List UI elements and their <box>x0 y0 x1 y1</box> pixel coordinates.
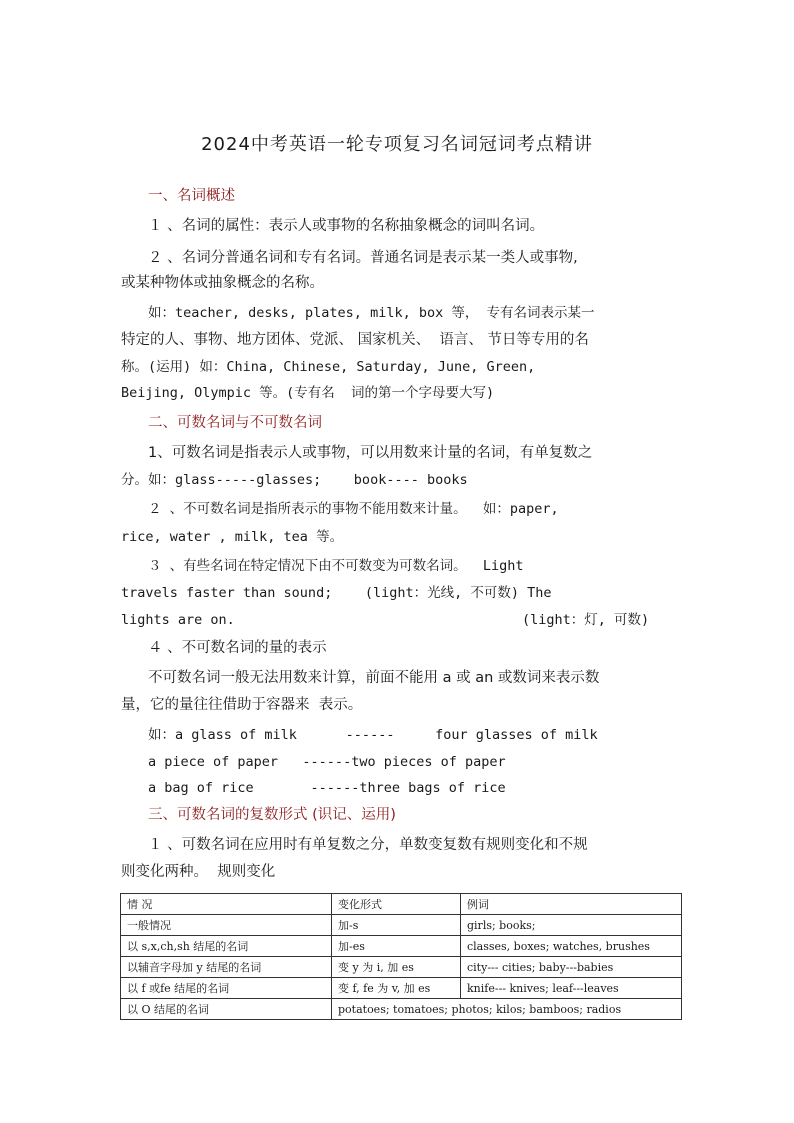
table-cell: girls; books; <box>461 915 682 936</box>
table-cell: knife--- knives; leaf---leaves <box>461 978 682 999</box>
table-cell: 以 O 结尾的名词 <box>121 999 332 1020</box>
table-row <box>121 999 682 1020</box>
section3-p1-line1: １ 、可数名词在应用时有单复数之分，单数变复数有规则变化和不规 <box>148 837 588 853</box>
section1-p1: １ 、名词的属性：表示人或事物的名称抽象概念的词叫名词。 <box>148 218 545 234</box>
section3-p1-line2: 则变化两种。 规则变化 <box>121 864 276 880</box>
section2-p2-line2: rice, water , milk, tea 等。 <box>121 529 344 545</box>
section1-p3-line4: Beijing, Olympic 等。(专有名 词的第一个字母要大写) <box>121 385 495 401</box>
table-cell: 以 s,x,ch,sh 结尾的名词 <box>121 936 332 957</box>
table-cell: 变 f, fe 为 v, 加 es <box>332 978 461 999</box>
table-cell: potatoes; tomatoes; photos; kilos; bamboos; radios <box>332 999 682 1020</box>
table-cell: 以 f 或fe 结尾的名词 <box>121 978 332 999</box>
table-row <box>121 957 682 978</box>
plural-rules-table <box>120 893 682 1020</box>
section3-heading: 三、可数名词的复数形式 (识记、运用) <box>148 807 396 823</box>
section2-p3-line3-left: lights are on. <box>121 612 235 628</box>
section2-p5-line1: 不可数名词一般无法用数来计算，前面不能用 a 或 an 或数词来表示数 <box>148 670 600 686</box>
section1-p2-line2: 或某种物体或抽象概念的名称。 <box>121 275 324 291</box>
table-header-cell: 变化形式 <box>332 894 461 915</box>
section1-heading: 一、名词概述 <box>148 188 235 204</box>
section2-p1-line2: 分。如：glass-----glasses; book---- books <box>121 472 468 488</box>
section2-example-3: a bag of rice ------three bags of rice <box>148 780 506 796</box>
section2-example-2: a piece of paper ------two pieces of paper <box>148 754 506 770</box>
table-cell: city--- cities; baby---babies <box>461 957 682 978</box>
table-row <box>121 936 682 957</box>
section2-p5-line2: 量，它的量往往借助于容器来 表示。 <box>121 697 363 713</box>
table-cell: 变 y 为 i, 加 es <box>332 957 461 978</box>
section2-heading: 二、可数名词与不可数名词 <box>148 415 322 431</box>
section1-p3-line1: 如：teacher, desks, plates, milk, box 等， 专有名词表示某一 <box>148 305 595 321</box>
section2-p1-line1: 1、可数名词是指表示人或事物，可以用数来计量的名词，有单复数之 <box>148 445 593 461</box>
table-header-cell: 情 况 <box>121 894 332 915</box>
table-cell: 一般情况 <box>121 915 332 936</box>
section2-p2-line1: ２ 、不可数名词是指所表示的事物不能用数来计量。 如：paper, <box>148 501 559 517</box>
section1-p3-line3: 称。(运用) 如：China, Chinese, Saturday, June, Green, <box>121 359 536 375</box>
section2-p3-line2: travels faster than sound; (light：光线, 不可数) The <box>121 585 552 601</box>
table-cell: 以辅音字母加 y 结尾的名词 <box>121 957 332 978</box>
table-header-cell: 例词 <box>461 894 682 915</box>
page-title: 2024中考英语一轮专项复习名词冠词考点精讲 <box>201 134 593 155</box>
section2-p4: ４ 、不可数名词的量的表示 <box>148 640 327 656</box>
table-cell: 加-es <box>332 936 461 957</box>
table-row <box>121 978 682 999</box>
table-cell: classes, boxes; watches, brushes <box>461 936 682 957</box>
table-cell: 加-s <box>332 915 461 936</box>
table-row <box>121 915 682 936</box>
table-header-row <box>121 894 682 915</box>
section1-p3-line2: 特定的人、事物、地方团体、党派、 国家机关、 语言、 节日等专用的名 <box>121 332 589 348</box>
section2-p3-line3-right: (light：灯, 可数) <box>522 612 650 628</box>
section2-p3-line1: ３ 、有些名词在特定情况下由不可数变为可数名词。 Light <box>148 558 524 574</box>
section1-p2-line1: ２ 、名词分普通名词和专有名词。普通名词是表示某一类人或事物, <box>148 250 578 266</box>
section2-example-1: 如：a glass of milk ------ four glasses of milk <box>148 727 598 743</box>
